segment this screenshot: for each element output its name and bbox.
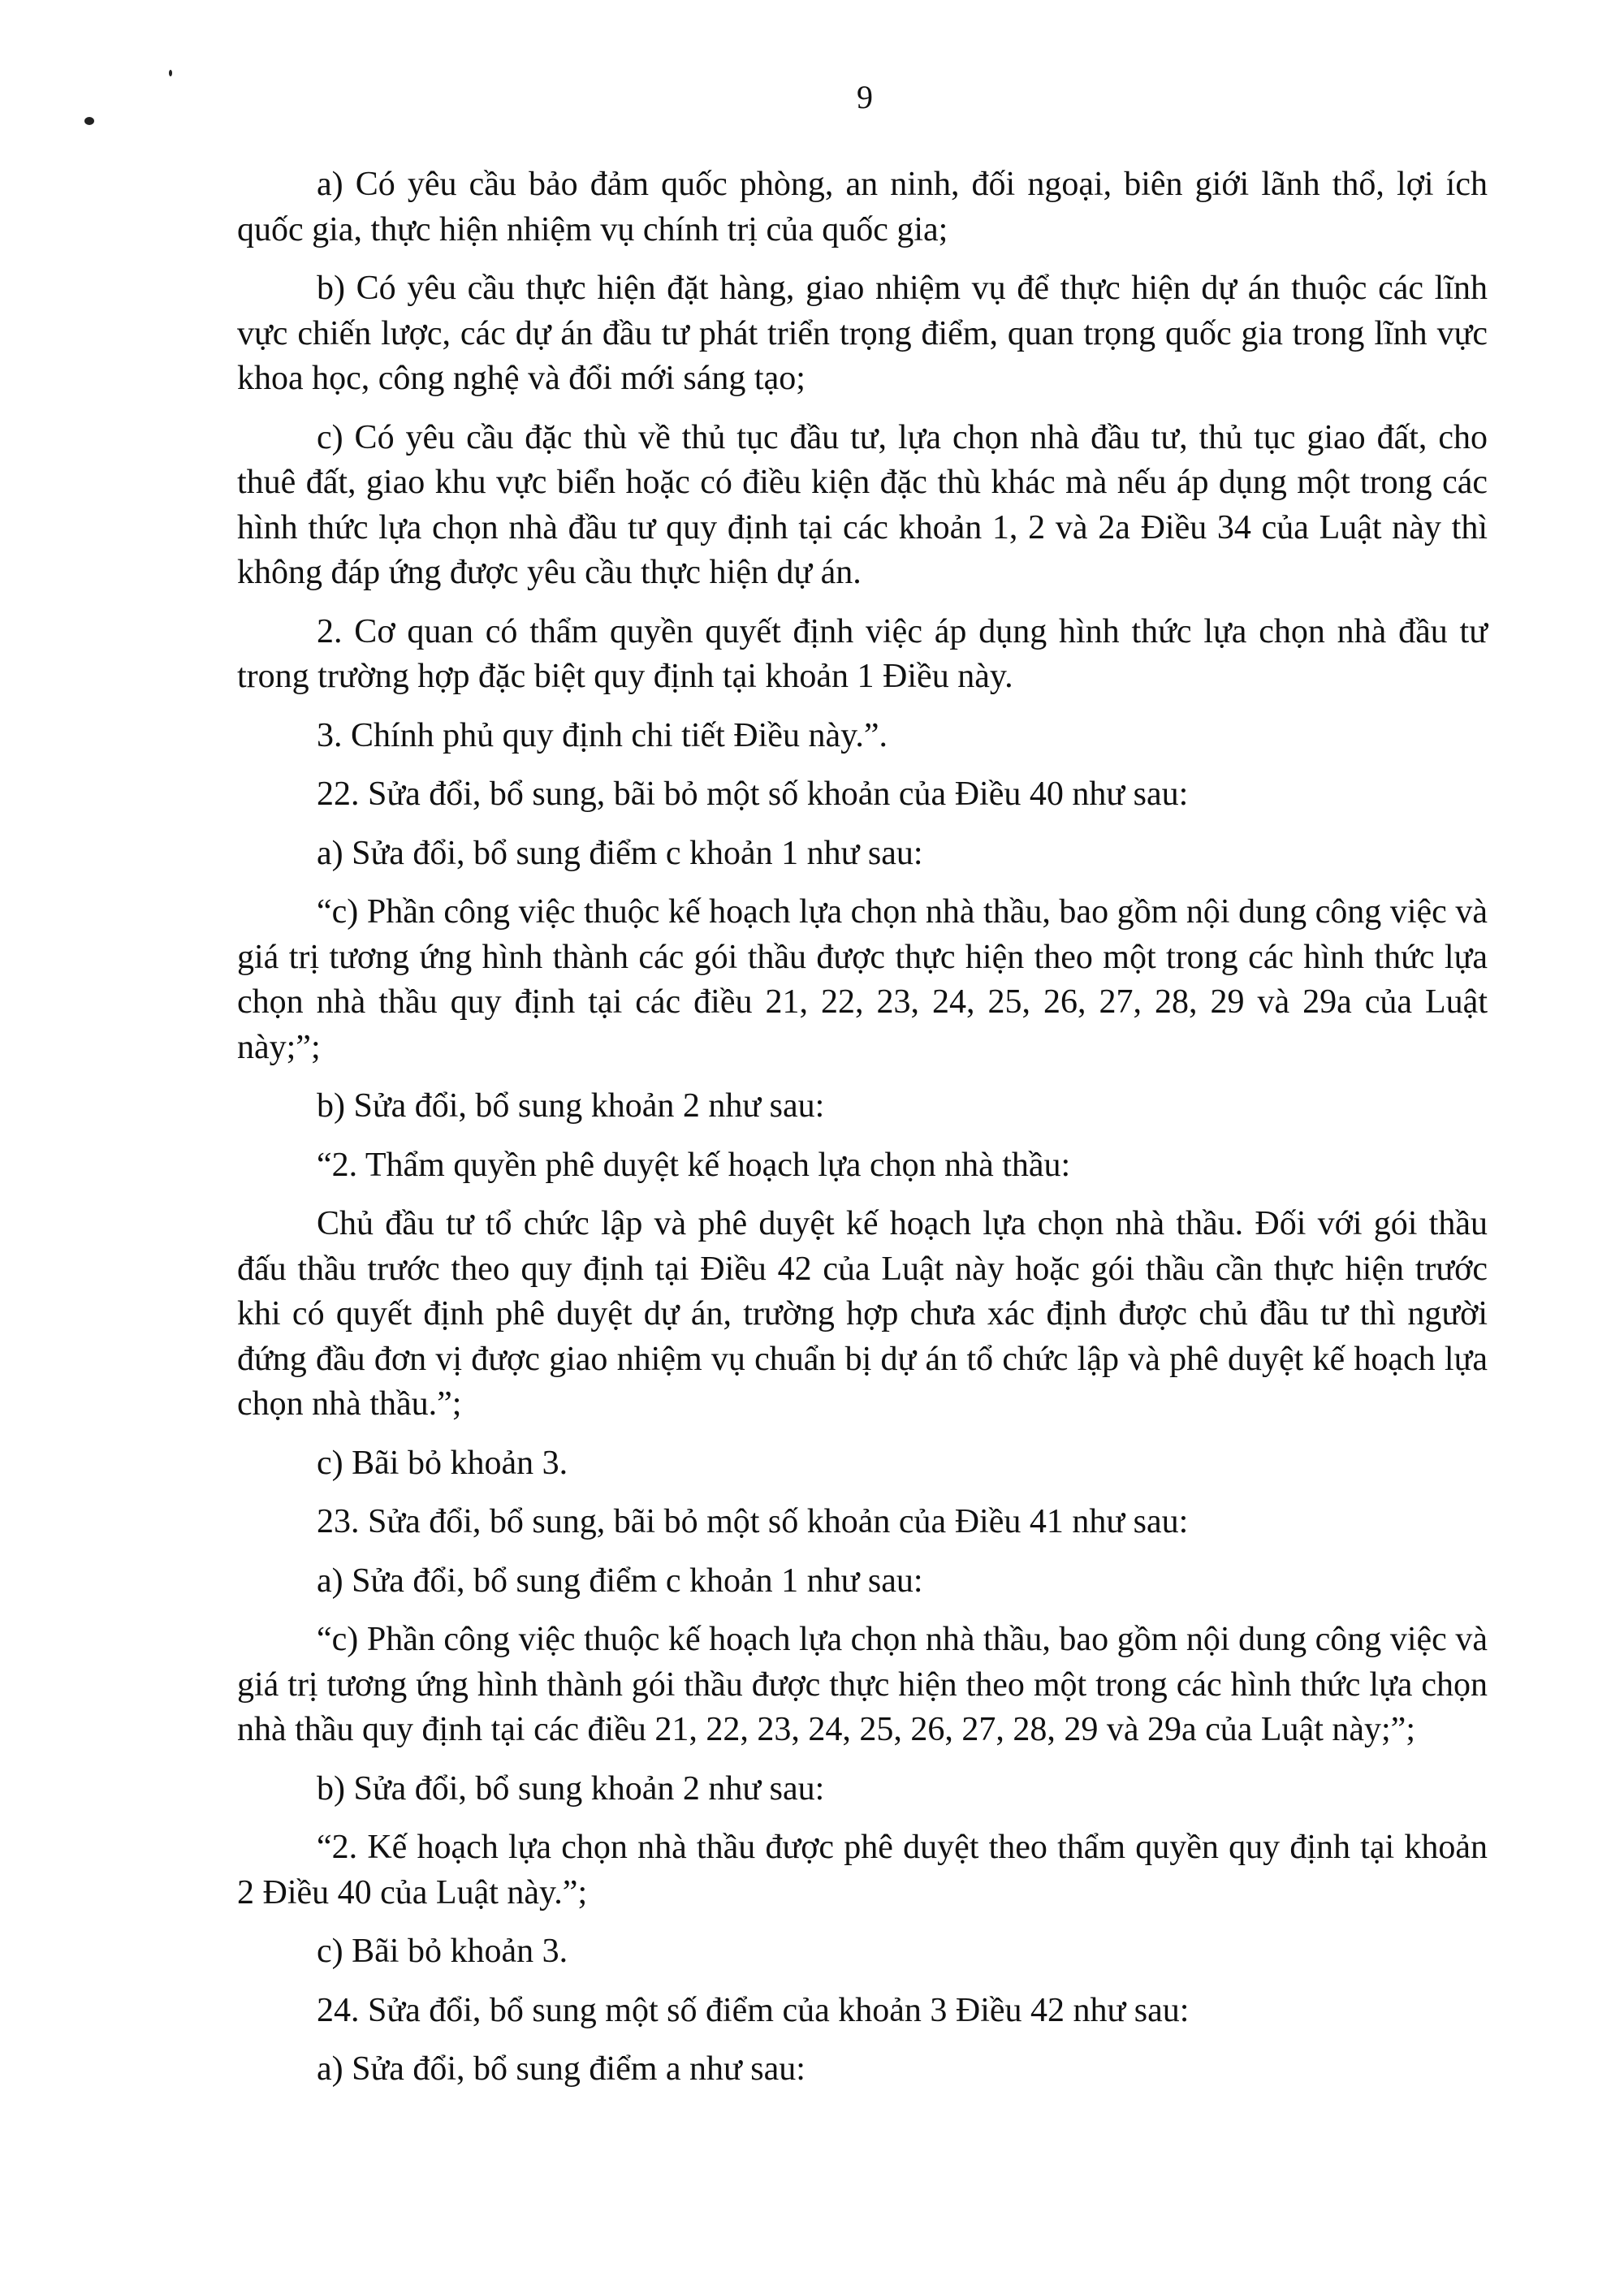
paragraph: “2. Thẩm quyền phê duyệt kế hoạch lựa chọn nhà thầu: <box>317 1146 1071 1184</box>
paragraph: c) Bãi bỏ khoản 3. <box>317 1444 568 1482</box>
scan-speck <box>84 117 94 125</box>
paragraph: a) Sửa đổi, bổ sung điểm c khoản 1 như sau: <box>317 1561 923 1600</box>
paragraph: 3. Chính phủ quy định chi tiết Điều này.”. <box>317 716 888 754</box>
paragraph: Chủ đầu tư tổ chức lập và phê duyệt kế hoạch lựa chọn nhà thầu. Đối với gói thầu đấu thầu trước theo quy định tại Điều 42 của Luật này hoặc gói thầu cần thực hiện trước khi có quyết định phê duyệt dự án, trường hợp chưa xác định được chủ đầu tư thì người đứng đầu đơn vị được giao nhiệm vụ chuẩn bị dự án tổ chức lập và phê duyệt kế hoạch lựa chọn nhà thầu.”; <box>237 1205 1488 1423</box>
paragraph: 2. Cơ quan có thẩm quyền quyết định việc áp dụng hình thức lựa chọn nhà đầu tư trong trường hợp đặc biệt quy định tại khoản 1 Điều này. <box>237 612 1488 695</box>
page-number: 9 <box>857 79 873 115</box>
paragraph: 24. Sửa đổi, bổ sung một số điểm của khoản 3 Điều 42 như sau: <box>317 1991 1190 2029</box>
paragraph: “2. Kế hoạch lựa chọn nhà thầu được phê duyệt theo thẩm quyền quy định tại khoản 2 Điều 40 của Luật này.”; <box>237 1829 1488 1911</box>
paragraph: c) Bãi bỏ khoản 3. <box>317 1933 568 1970</box>
paragraph: a) Có yêu cầu bảo đảm quốc phòng, an ninh, đối ngoại, biên giới lãnh thổ, lợi ích quốc gia, thực hiện nhiệm vụ chính trị của quốc gia; <box>237 166 1488 248</box>
paragraph: 22. Sửa đổi, bổ sung, bãi bỏ một số khoản của Điều 40 như sau: <box>317 775 1189 813</box>
paragraph: “c) Phần công việc thuộc kế hoạch lựa chọn nhà thầu, bao gồm nội dung công việc và giá trị tương ứng hình thành các gói thầu được thực hiện theo một trong các hình thức lựa chọn nhà thầu quy định tại các điều 21, 22, 23, 24, 25, 26, 27, 28, 29 và 29a của Luật này;”; <box>237 893 1488 1066</box>
paragraph: “c) Phần công việc thuộc kế hoạch lựa chọn nhà thầu, bao gồm nội dung công việc và giá trị tương ứng hình thành gói thầu được thực hiện theo một trong các hình thức lựa chọn nhà thầu quy định tại các điều 21, 22, 23, 24, 25, 26, 27, 28, 29 và 29a của Luật này;”; <box>237 1621 1488 1748</box>
paragraph: b) Có yêu cầu thực hiện đặt hàng, giao nhiệm vụ để thực hiện dự án thuộc các lĩnh vực chiến lược, các dự án đầu tư phát triển trọng điểm, quan trọng quốc gia trong lĩnh vực khoa học, công nghệ và đổi mới sáng tạo; <box>237 270 1488 397</box>
paragraph: 23. Sửa đổi, bổ sung, bãi bỏ một số khoản của Điều 41 như sau: <box>317 1503 1189 1540</box>
scan-speck <box>169 70 172 76</box>
paragraph: a) Sửa đổi, bổ sung điểm c khoản 1 như sau: <box>317 834 923 872</box>
paragraph: b) Sửa đổi, bổ sung khoản 2 như sau: <box>317 1087 825 1125</box>
paragraph: a) Sửa đổi, bổ sung điểm a như sau: <box>317 2050 806 2088</box>
paragraph: b) Sửa đổi, bổ sung khoản 2 như sau: <box>317 1769 825 1808</box>
paragraph: c) Có yêu cầu đặc thù về thủ tục đầu tư, lựa chọn nhà đầu tư, thủ tục giao đất, cho thuê đất, giao khu vực biển hoặc có điều kiện đặc thù khác mà nếu áp dụng một trong các hình thức lựa chọn nhà đầu tư quy định tại các khoản 1, 2 và 2a Điều 34 của Luật này thì không đáp ứng được yêu cầu thực hiện dự án. <box>237 418 1488 591</box>
document-body <box>237 162 1488 2106</box>
